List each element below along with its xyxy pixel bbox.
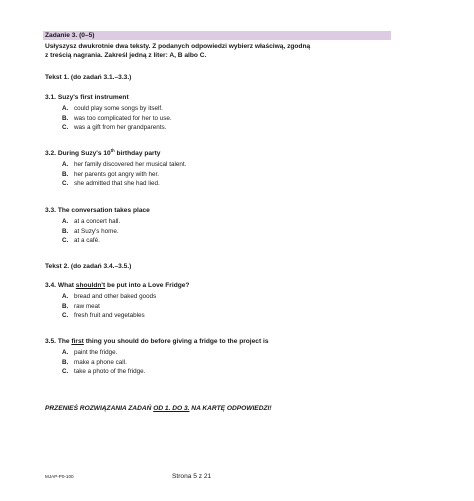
option-letter: C.	[62, 237, 69, 245]
question-text-end: thing you should do before giving a fridge to the project is	[83, 338, 269, 345]
option-b[interactable]	[62, 358, 405, 368]
question-title	[45, 206, 405, 215]
option-text: was a gift from her grandparents.	[74, 124, 167, 132]
option-text: make a phone call.	[74, 358, 127, 366]
option-c[interactable]	[62, 367, 405, 377]
option-text: her family discovered her musical talent.	[74, 161, 187, 168]
question-text-start: During Suzy's 10	[57, 150, 111, 157]
option-a[interactable]	[62, 104, 405, 114]
option-text: at a café.	[74, 237, 100, 245]
question-text: The conversation takes place	[57, 207, 150, 214]
question-3-1	[45, 93, 405, 133]
question-text-start: The	[57, 338, 72, 345]
question-number: 3.5.	[45, 338, 56, 345]
transfer-answers-note	[45, 404, 425, 413]
question-title	[45, 337, 405, 346]
text2-heading: Tekst 2. (do zadań 3.4.–3.5.)	[45, 263, 132, 270]
option-letter: B.	[62, 170, 69, 178]
option-letter: C.	[62, 180, 69, 188]
option-letter: A.	[62, 293, 69, 300]
option-text: was too complicated for her to use.	[74, 114, 172, 122]
text1-heading: Tekst 1. (do zadań 3.1.–3.3.)	[45, 74, 132, 81]
option-letter: B.	[62, 358, 69, 366]
option-letter: A.	[62, 349, 69, 356]
task-header: Zadanie 3. (0–5)	[43, 31, 391, 40]
question-text-end: be put into a Love Fridge?	[105, 282, 190, 289]
question-3-2	[45, 149, 405, 189]
question-text-end: birthday party	[114, 150, 161, 157]
option-letter: B.	[62, 227, 69, 235]
option-text: could play some songs by itself.	[74, 105, 163, 112]
option-letter: B.	[62, 114, 69, 122]
exam-code: MJAP-P0-100	[45, 474, 74, 479]
option-letter: A.	[62, 218, 69, 225]
option-a[interactable]	[62, 348, 405, 358]
option-text: at Suzy's home.	[74, 227, 119, 235]
question-3-3	[45, 206, 405, 246]
instruction-line-1: Usłyszysz dwukrotnie dwa teksty. Z podanych odpowiedzi wybierz właściwą, zgodną	[45, 43, 311, 50]
option-letter: C.	[62, 368, 69, 376]
question-text: Suzy's first instrument	[57, 94, 129, 101]
question-text-underlined: first	[71, 338, 84, 345]
option-text: fresh fruit and vegetables	[74, 312, 145, 320]
option-b[interactable]	[62, 227, 405, 237]
question-text-start: What	[57, 282, 76, 289]
option-a[interactable]	[62, 217, 405, 227]
note-text-end: NA KARTĘ ODPOWIEDZI!	[189, 405, 272, 412]
option-c[interactable]	[62, 236, 405, 246]
option-text: bread and other baked goods	[74, 293, 157, 300]
question-3-5	[45, 337, 405, 377]
page-number: Strona 5 z 21	[172, 473, 212, 480]
option-b[interactable]	[62, 302, 405, 312]
option-letter: A.	[62, 161, 69, 168]
option-a[interactable]	[62, 160, 405, 170]
question-number: 3.2.	[45, 150, 56, 157]
note-text-underlined: OD 1. DO 3.	[153, 405, 190, 412]
option-text: her parents got angry with her.	[74, 170, 160, 178]
note-text-start: PRZENIEŚ ROZWIĄZANIA ZADAŃ	[45, 405, 154, 412]
instruction-line-2: z treścią nagrania. Zakreśl jedną z liter: A, B albo C.	[45, 52, 207, 60]
question-title	[45, 93, 405, 102]
option-c[interactable]	[62, 123, 405, 133]
task-instructions	[45, 42, 390, 61]
option-c[interactable]	[62, 179, 405, 189]
question-number: 3.1.	[45, 94, 56, 101]
question-number: 3.3.	[45, 207, 56, 214]
option-text: take a photo of the fridge.	[74, 368, 146, 376]
option-letter: A.	[62, 105, 69, 112]
question-text-superscript: th	[110, 147, 115, 153]
option-letter: C.	[62, 124, 69, 132]
question-text-underlined: shouldn't	[75, 282, 106, 289]
option-c[interactable]	[62, 311, 405, 321]
option-letter: B.	[62, 302, 69, 310]
question-title	[45, 149, 405, 158]
option-text: paint the fridge.	[74, 349, 118, 356]
option-text: she admitted that she had lied.	[74, 180, 160, 188]
option-b[interactable]	[62, 114, 405, 124]
question-3-4	[45, 281, 405, 321]
option-a[interactable]	[62, 292, 405, 302]
option-b[interactable]	[62, 170, 405, 180]
option-text: raw meat	[74, 302, 100, 310]
question-number: 3.4.	[45, 282, 56, 289]
option-text: at a concert hall.	[74, 218, 121, 225]
option-letter: C.	[62, 312, 69, 320]
question-title	[45, 281, 405, 290]
